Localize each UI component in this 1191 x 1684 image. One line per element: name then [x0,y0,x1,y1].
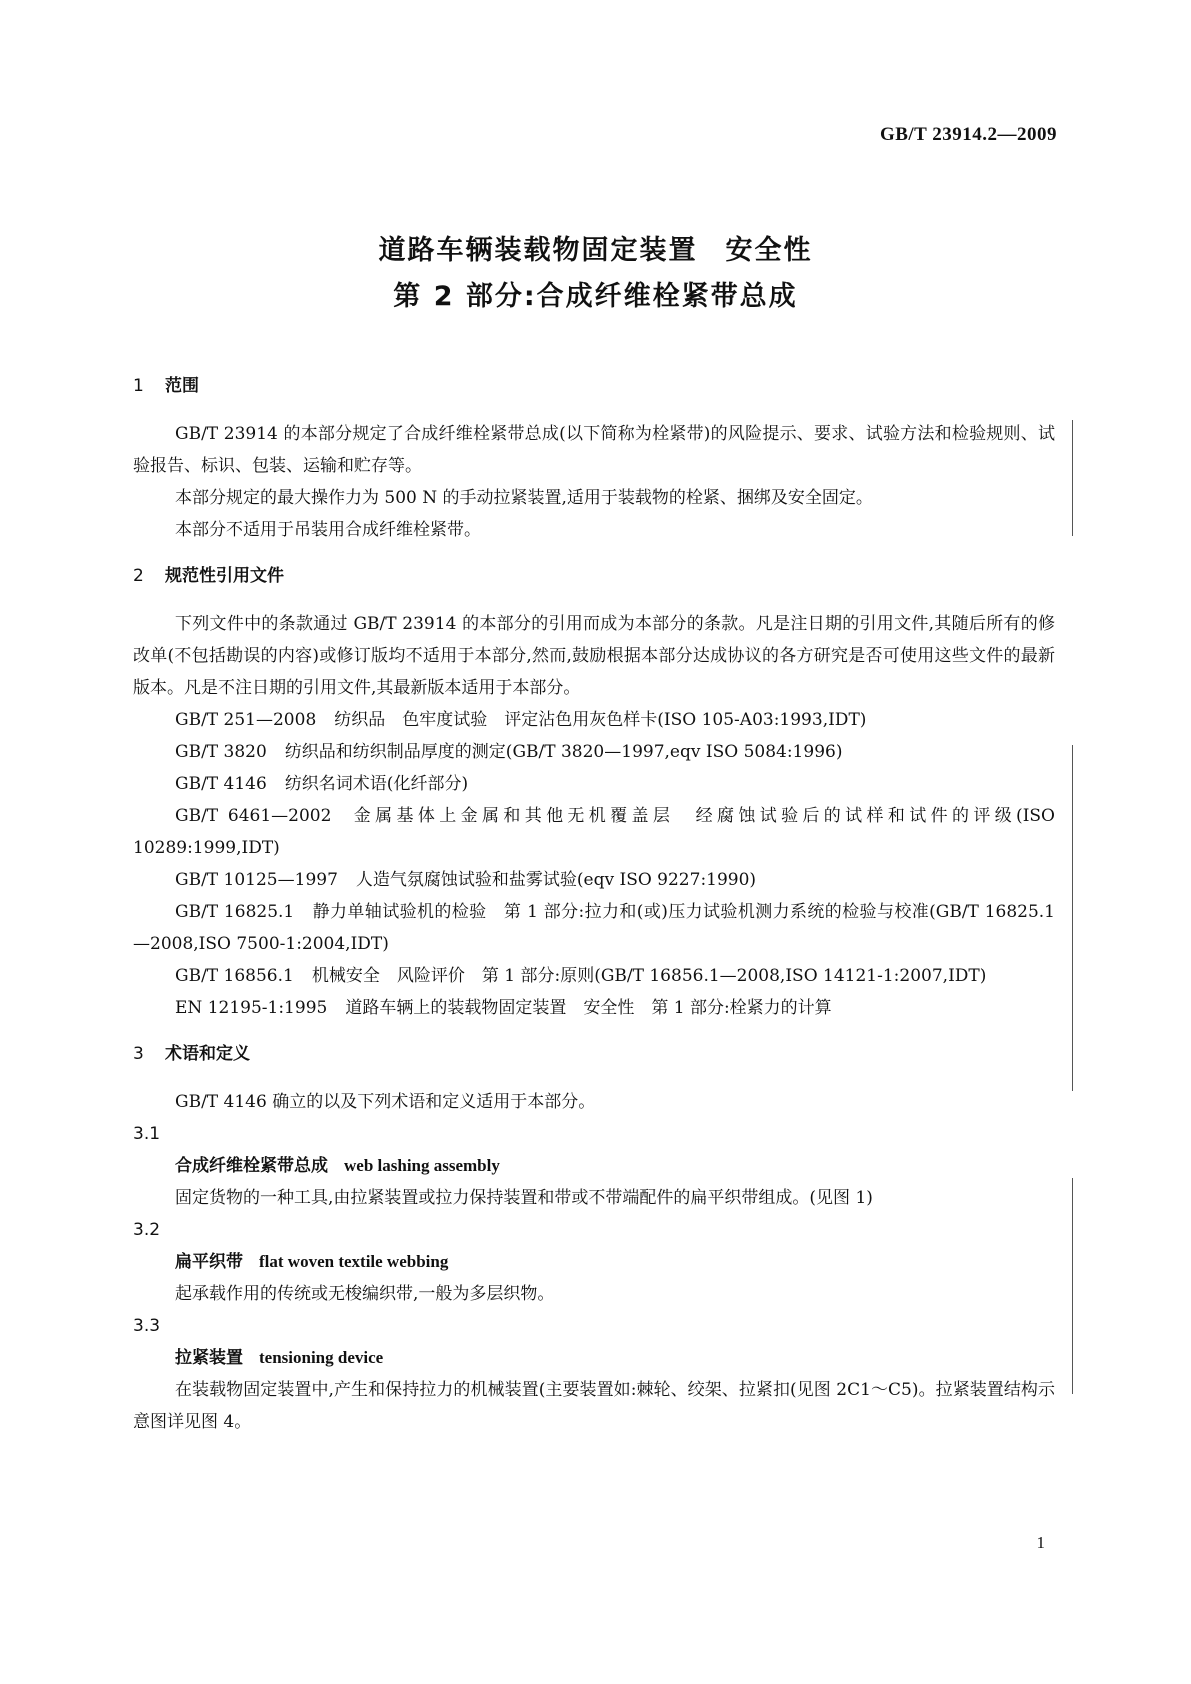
section-1-heading [133,372,1055,400]
reference-code: EN 12195-1:1995 [175,998,328,1018]
reference-code: GB/T 10125—1997 [175,870,338,890]
document-title [0,228,1191,320]
reference-item [133,896,1055,960]
section-title: 规范性引用文件 [165,566,284,586]
reference-title: 人造气氛腐蚀试验和盐雾试验(eqv ISO 9227:1990) [355,870,757,890]
term-definition: 起承载作用的传统或无梭编织带,一般为多层织物。 [175,1284,555,1304]
revision-mark [1072,1178,1073,1394]
reference-title: 纺织品和纺织制品厚度的测定(GB/T 3820—1997,eqv ISO 5084:1996) [284,742,843,762]
page-number: 1 [1036,1533,1045,1552]
scope-paragraph: GB/T 23914 的本部分规定了合成纤维栓紧带总成(以下简称为栓紧带)的风险提示、要求、试验方法和检验规则、试验报告、标识、包装、运输和贮存等。 [133,424,1055,476]
reference-item [133,960,1055,992]
term-name-cn: 拉紧装置 [175,1348,243,1368]
term-definition: 固定货物的一种工具,由拉紧装置或拉力保持装置和带或不带端配件的扁平织带组成。(见图 1) [175,1188,873,1208]
revision-mark [1072,420,1073,536]
reference-code: GB/T 16856.1 [175,966,294,986]
references-intro: 下列文件中的条款通过 GB/T 23914 的本部分的引用而成为本部分的条款。凡是注日期的引用文件,其随后所有的修改单(不包括勘误的内容)或修订版均不适用于本部分,然而,鼓励根据本部分达成协议的各方研究是否可使用这些文件的最新版本。凡是不注日期的引用文件,其最新版本适用于本部分。 [133,614,1055,698]
reference-item [133,768,1055,800]
terms-intro: GB/T 4146 确立的以及下列术语和定义适用于本部分。 [175,1092,596,1112]
section-title: 术语和定义 [165,1044,250,1064]
reference-item [133,704,1055,736]
title-subject: 安全性 [725,235,813,266]
reference-title: 道路车辆上的装载物固定装置 安全性 第 1 部分:栓紧力的计算 [345,998,832,1018]
section-number: 3 [133,1044,144,1064]
scope-paragraph: 本部分规定的最大操作力为 500 N 的手动拉紧装置,适用于装载物的栓紧、捆绑及安全固定。 [175,488,873,508]
term-name [133,1150,1055,1182]
term-name-cn: 扁平织带 [175,1252,243,1272]
reference-item [133,992,1055,1024]
reference-item [133,800,1055,864]
standard-code: GB/T 23914.2—2009 [879,124,1057,145]
term-name-en: tensioning device [259,1348,384,1367]
reference-title: 机械安全 风险评价 第 1 部分:原则(GB/T 16856.1—2008,ISO 14121-1:2007,IDT) [311,966,987,986]
term-number: 3.1 [133,1124,161,1144]
term-number: 3.2 [133,1220,161,1240]
scope-paragraph: 本部分不适用于吊装用合成纤维栓紧带。 [175,520,481,540]
reference-code: GB/T 4146 [175,774,267,794]
section-number: 2 [133,566,144,586]
reference-title: 纺织名词术语(化纤部分) [284,774,469,794]
reference-item [133,864,1055,896]
document-body [133,372,1055,1438]
reference-code: GB/T 6461—2002 [175,806,332,826]
reference-title: 静力单轴试验机的检验 第 1 部分:拉力和(或)压力试验机测力系统的检验与校准(GB/T 16825.1—2008,ISO 7500-1:2004,IDT) [133,902,1055,954]
title-main: 道路车辆装载物固定装置 [378,235,698,266]
reference-title: 金属基体上金属和其他无机覆盖层 经腐蚀试验后的试样和试件的评级(ISO 10289:1999,IDT) [133,806,1055,858]
term-name [133,1246,1055,1278]
term-name-en: flat woven textile webbing [259,1252,449,1271]
reference-code: GB/T 16825.1 [175,902,295,922]
term-name-en: web lashing assembly [344,1156,500,1175]
term-number: 3.3 [133,1316,161,1336]
term-name-cn: 合成纤维栓紧带总成 [175,1156,328,1176]
section-2-heading [133,562,1055,590]
section-3-heading [133,1040,1055,1068]
revision-mark [1072,745,1073,1091]
title-line-2: 第 2 部分:合成纤维栓紧带总成 [393,281,798,312]
reference-code: GB/T 3820 [175,742,267,762]
reference-item [133,736,1055,768]
term-name [133,1342,1055,1374]
section-title: 范围 [165,376,199,396]
reference-title: 纺织品 色牢度试验 评定沾色用灰色样卡(ISO 105-A03:1993,IDT) [334,710,867,730]
title-line-1 [0,228,1191,274]
section-number: 1 [133,376,144,396]
term-definition: 在装载物固定装置中,产生和保持拉力的机械装置(主要装置如:棘轮、绞架、拉紧扣(见图 2C1～C5)。拉紧装置结构示意图详见图 4。 [133,1380,1055,1432]
reference-code: GB/T 251—2008 [175,710,317,730]
